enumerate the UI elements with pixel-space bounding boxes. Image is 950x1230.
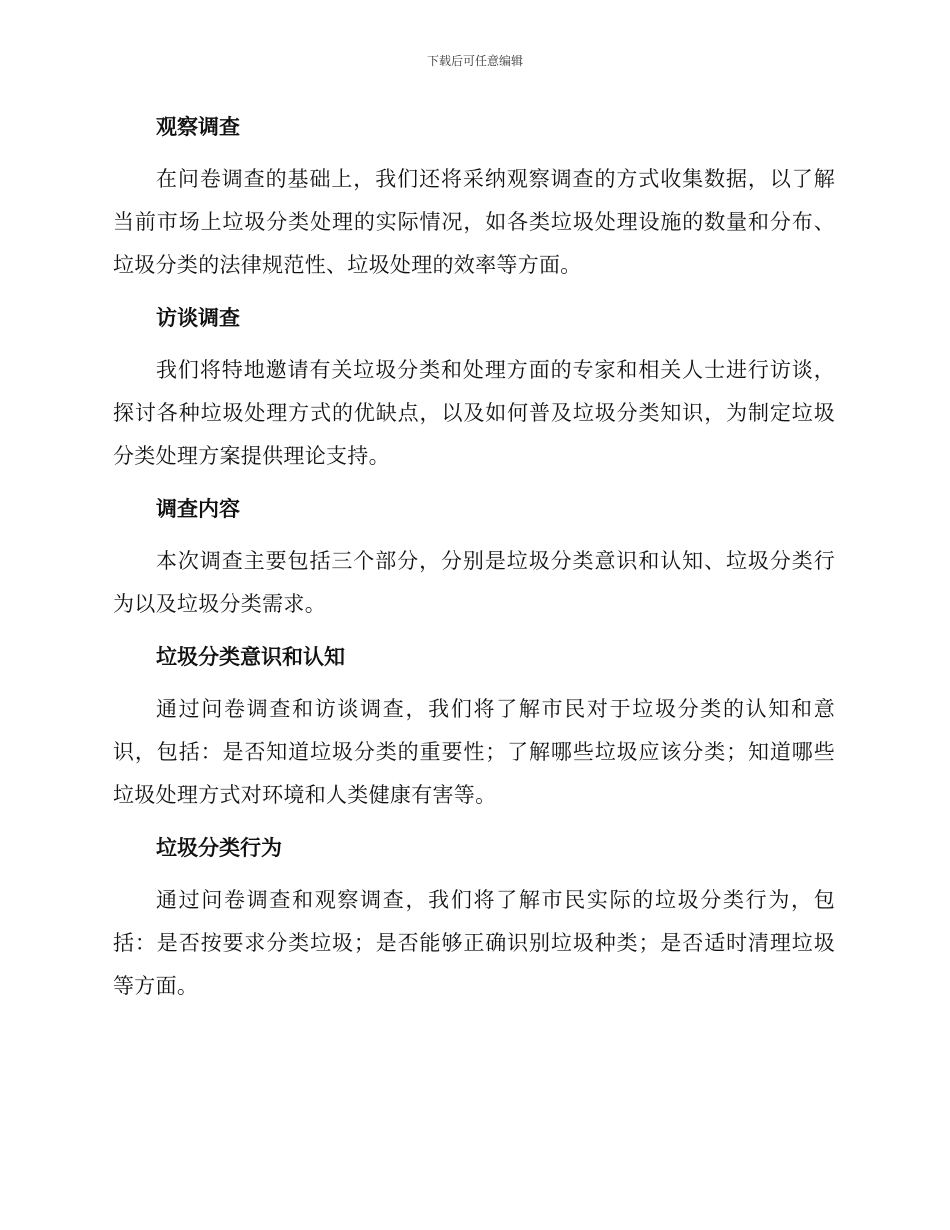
section-heading-awareness: 垃圾分类意识和认知 bbox=[156, 645, 345, 669]
page-header: 下载后可任意编辑 bbox=[426, 54, 523, 68]
paragraph-interview-survey: 我们将特地邀请有关垃圾分类和处理方面的专家和相关人士进行访谈，探讨各种垃圾处理方式的优缺点，以及如何普及垃圾分类知识，为制定垃圾分类处理方案提供理论支持。 bbox=[113, 358, 835, 468]
paragraph-behavior: 通过问卷调查和观察调查，我们将了解市民实际的垃圾分类行为，包括：是否按要求分类垃圾；是否能够正确识别垃圾种类；是否适时清理垃圾等方面。 bbox=[113, 888, 835, 998]
paragraph-survey-content: 本次调查主要包括三个部分，分别是垃圾分类意识和认知、垃圾分类行为以及垃圾分类需求。 bbox=[113, 549, 835, 616]
document-body bbox=[113, 108, 835, 1008]
section-heading-observation-survey: 观察调查 bbox=[156, 115, 240, 139]
section-heading-behavior: 垃圾分类行为 bbox=[156, 836, 282, 860]
paragraph-awareness: 通过问卷调查和访谈调查，我们将了解市民对于垃圾分类的认知和意识，包括：是否知道垃圾分类的重要性；了解哪些垃圾应该分类；知道哪些垃圾处理方式对环境和人类健康有害等。 bbox=[113, 697, 835, 807]
paragraph-observation-survey: 在问卷调查的基础上，我们还将采纳观察调查的方式收集数据，以了解当前市场上垃圾分类处理的实际情况，如各类垃圾处理设施的数量和分布、垃圾分类的法律规范性、垃圾处理的效率等方面。 bbox=[113, 167, 835, 277]
section-heading-survey-content: 调查内容 bbox=[156, 497, 240, 521]
section-heading-interview-survey: 访谈调查 bbox=[156, 306, 240, 330]
